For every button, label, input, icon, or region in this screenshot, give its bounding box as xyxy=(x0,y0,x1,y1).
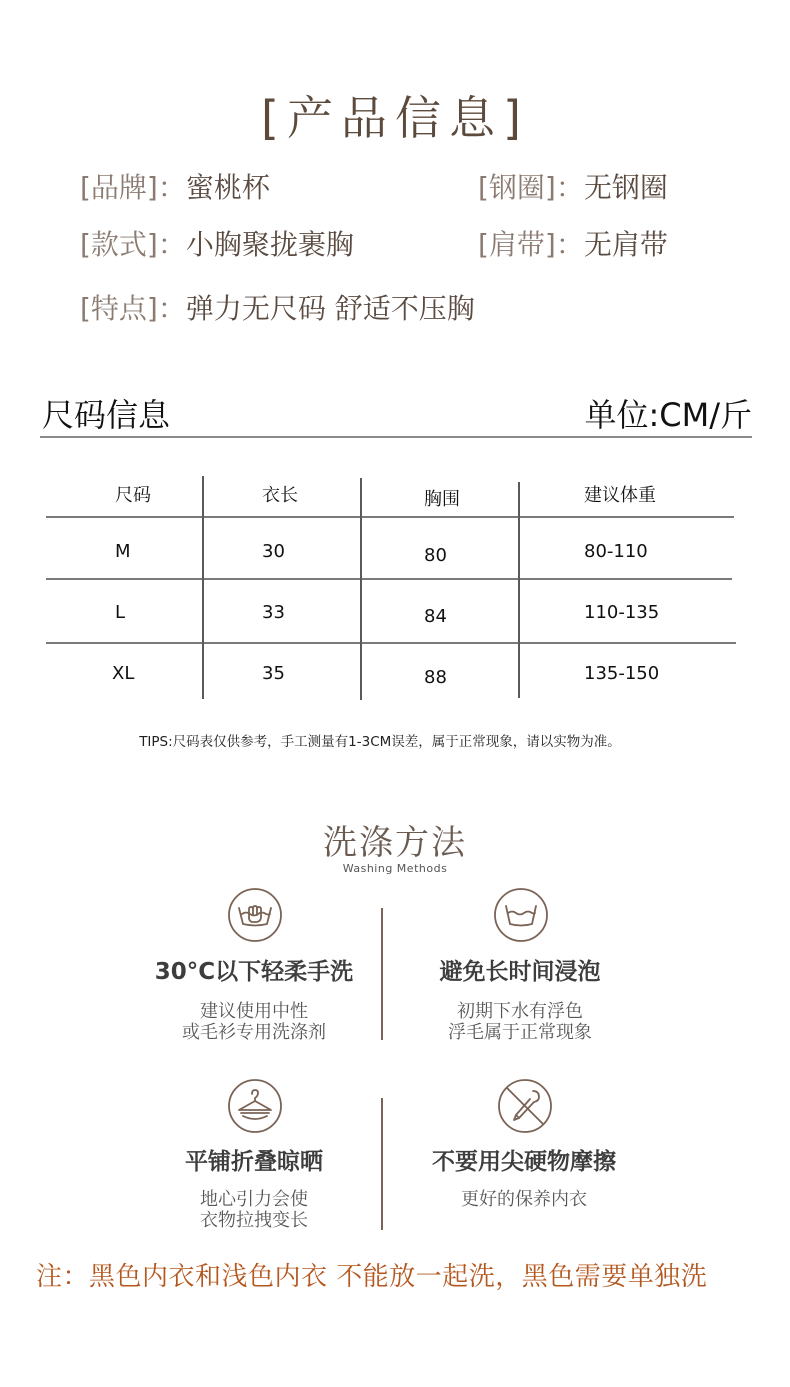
wash-item-desc xyxy=(114,1189,394,1231)
strap-value: 无肩带 xyxy=(583,228,668,261)
wire-row xyxy=(478,166,668,206)
brand-value: 蜜桃杯 xyxy=(185,171,270,204)
wash-item-desc-line: 浮毛属于正常现象 xyxy=(448,1022,592,1043)
feature-label: [特点]： xyxy=(80,292,186,325)
style-row xyxy=(80,223,354,263)
feature-value: 弹力无尺码 舒适不压胸 xyxy=(185,292,475,325)
header-divider xyxy=(40,436,752,438)
wash-note: 注：黑色内衣和浅色内衣 不能放一起洗，黑色需要单独洗 xyxy=(36,1262,708,1292)
header-size: 尺码 xyxy=(115,485,151,506)
wash-item-desc-line: 或毛衫专用洗涤剂 xyxy=(182,1022,326,1043)
wash-item-desc-line: 建议使用中性 xyxy=(200,1001,308,1022)
length-cell: 33 xyxy=(262,602,285,623)
wash-item-title: 平铺折叠晾晒 xyxy=(185,1149,323,1175)
size-cell: XL xyxy=(112,663,135,684)
bust-cell: 88 xyxy=(424,667,447,688)
soak-basin-icon xyxy=(493,887,549,943)
wash-item-desc xyxy=(384,1189,664,1210)
flat-dry-hanger-icon xyxy=(227,1078,283,1134)
table-row-divider xyxy=(46,642,736,644)
length-cell: 35 xyxy=(262,663,285,684)
wire-label: [钢圈]： xyxy=(478,171,584,204)
table-col-divider xyxy=(518,482,520,698)
wash-item-desc-line: 衣物拉拽变长 xyxy=(200,1210,308,1231)
size-tips: TIPS:尺码表仅供参考，手工测量有1-3CM误差，属于正常现象，请以实物为准。 xyxy=(139,734,621,750)
bust-cell: 84 xyxy=(424,606,447,627)
size-info-title: 尺码信息 xyxy=(42,396,171,434)
style-label: [款式]： xyxy=(80,228,186,261)
header-weight: 建议体重 xyxy=(584,485,656,506)
table-col-divider xyxy=(360,478,362,700)
size-cell: M xyxy=(115,541,131,562)
weight-cell: 110-135 xyxy=(584,602,660,623)
product-info-title: [产品信息] xyxy=(261,91,529,145)
hand-wash-icon xyxy=(227,887,283,943)
strap-label: [肩带]： xyxy=(478,228,584,261)
washing-title: 洗涤方法 xyxy=(323,823,467,863)
wash-item-title: 30°C以下轻柔手洗 xyxy=(154,959,354,985)
header-length: 衣长 xyxy=(262,485,298,506)
weight-cell: 80-110 xyxy=(584,541,648,562)
length-cell: 30 xyxy=(262,541,285,562)
brand-row xyxy=(80,166,270,206)
bust-cell: 80 xyxy=(424,545,447,566)
wash-item-title: 不要用尖硬物摩擦 xyxy=(432,1149,616,1175)
wash-item-desc xyxy=(380,1001,660,1043)
wash-item-desc-line: 更好的保养内衣 xyxy=(461,1189,587,1210)
style-value: 小胸聚拢裹胸 xyxy=(185,228,354,261)
no-sharp-objects-icon xyxy=(497,1078,553,1134)
washing-subtitle: Washing Methods xyxy=(342,862,448,875)
strap-row xyxy=(478,223,668,263)
table-row-divider xyxy=(46,516,734,518)
weight-cell: 135-150 xyxy=(584,663,660,684)
wash-item-title: 避免长时间浸泡 xyxy=(439,959,601,985)
header-bust: 胸围 xyxy=(424,489,460,510)
wash-item-desc-line: 地心引力会使 xyxy=(200,1189,308,1210)
table-row-divider xyxy=(46,578,732,580)
table-col-divider xyxy=(202,476,204,699)
size-unit: 单位:CM/斤 xyxy=(584,396,752,434)
brand-label: [品牌]： xyxy=(80,171,186,204)
feature-row xyxy=(80,287,475,327)
size-cell: L xyxy=(115,602,126,623)
wash-item-desc xyxy=(114,1001,394,1043)
wire-value: 无钢圈 xyxy=(583,171,668,204)
wash-item-desc-line: 初期下水有浮色 xyxy=(457,1001,583,1022)
